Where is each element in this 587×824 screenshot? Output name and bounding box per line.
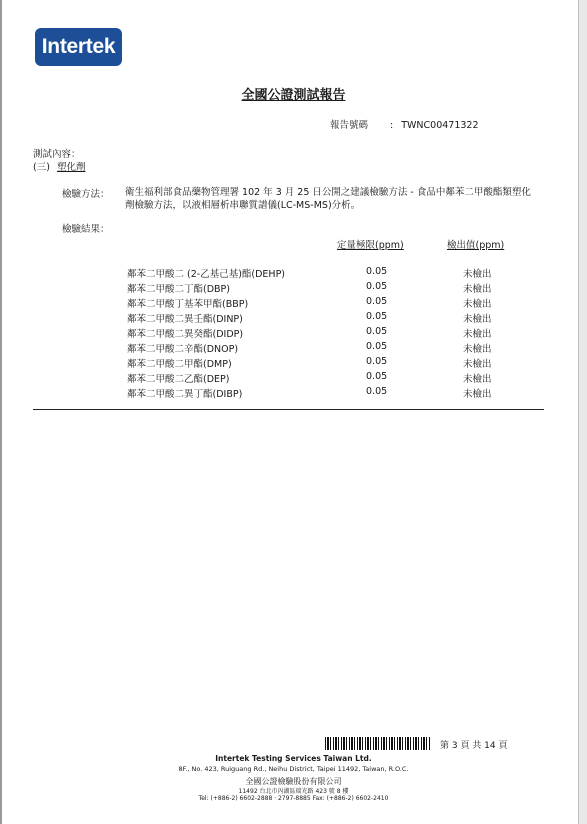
method-label: 檢驗方法：: [62, 189, 110, 200]
table-row-result: 未檢出: [463, 269, 492, 280]
result-label: 檢驗結果：: [62, 224, 110, 235]
table-row-result: 未檢出: [463, 359, 492, 370]
table-row-loq: 0.05: [366, 386, 388, 397]
table-row-result: 未檢出: [463, 329, 492, 340]
table-row-result: 未檢出: [463, 299, 492, 310]
barcode: [325, 737, 430, 750]
table-row-name: 鄰苯二甲酸二丁酯(DBP): [127, 284, 230, 295]
table-row-result: 未檢出: [463, 284, 492, 295]
page-left-edge: [0, 0, 2, 824]
table-row-loq: 0.05: [366, 296, 388, 307]
section-heading: [33, 159, 85, 173]
table-row-loq: 0.05: [366, 356, 388, 367]
table-row-result: 未檢出: [463, 389, 492, 400]
column-header-loq: 定量極限(ppm): [337, 240, 404, 251]
intertek-logo: Intertek: [35, 28, 122, 66]
test-content-label: 測試內容：: [33, 149, 81, 160]
table-row-loq: 0.05: [366, 326, 388, 337]
table-row-name: 鄰苯二甲酸二異癸酯(DIDP): [127, 329, 244, 340]
table-row-name: 鄰苯二甲酸丁基苯甲酯(BBP): [127, 299, 249, 310]
table-row-name: 鄰苯二甲酸二 (2-乙基己基)酯(DEHP): [127, 269, 286, 280]
column-header-result: 檢出值(ppm): [447, 240, 505, 251]
section-number: (三): [33, 162, 50, 173]
section-divider: [33, 409, 544, 410]
table-row-result: 未檢出: [463, 314, 492, 325]
table-row-result: 未檢出: [463, 344, 492, 355]
table-row-loq: 0.05: [366, 311, 388, 322]
table-row-name: 鄰苯二甲酸二乙酯(DEP): [127, 374, 230, 385]
footer-address-en: 8F., No. 423, Ruiguang Rd., Neihu District, Taipei 11492, Taiwan, R.O.C.: [178, 765, 409, 773]
table-row-loq: 0.05: [366, 266, 388, 277]
footer-company-en: Intertek Testing Services Taiwan Ltd.: [215, 754, 372, 763]
table-row-name: 鄰苯二甲酸二異丁酯(DIBP): [127, 389, 243, 400]
footer-address-zh: 11492 台北市內湖區瑞光路 423 號 8 樓: [238, 788, 349, 795]
footer-company-zh: 全國公證檢驗股份有限公司: [245, 777, 342, 786]
table-row-loq: 0.05: [366, 371, 388, 382]
table-row-result: 未檢出: [463, 374, 492, 385]
report-number-value: TWNC00471322: [401, 120, 479, 131]
footer-contact: Tel: (+886-2) 6602-2888 · 2797-8885 Fax: (+886-2) 6602-2410: [198, 795, 389, 802]
table-row-name: 鄰苯二甲酸二辛酯(DNOP): [127, 344, 239, 355]
report-number: 報告號碼 : TWNC00471322: [330, 120, 479, 131]
table-row-name: 鄰苯二甲酸二異壬酯(DINP): [127, 314, 243, 325]
scrollbar[interactable]: [578, 0, 587, 824]
table-row-name: 鄰苯二甲酸二甲酯(DMP): [127, 359, 232, 370]
report-title: 全國公證測試報告: [241, 88, 346, 103]
page-number: 第 3 頁 共 14 頁: [440, 741, 508, 751]
table-row-loq: 0.05: [366, 281, 388, 292]
method-text: 衛生福利部食品藥物管理署 102 年 3 月 25 日公開之建議檢驗方法 - 食品中鄰苯二甲酸酯類塑化劑檢驗方法，以液相層析串聯質譜儀(LC-MS-MS)分析。: [125, 187, 531, 211]
report-number-label: 報告號碼: [330, 120, 369, 131]
table-row-loq: 0.05: [366, 341, 388, 352]
section-name: 塑化劑: [56, 162, 86, 173]
